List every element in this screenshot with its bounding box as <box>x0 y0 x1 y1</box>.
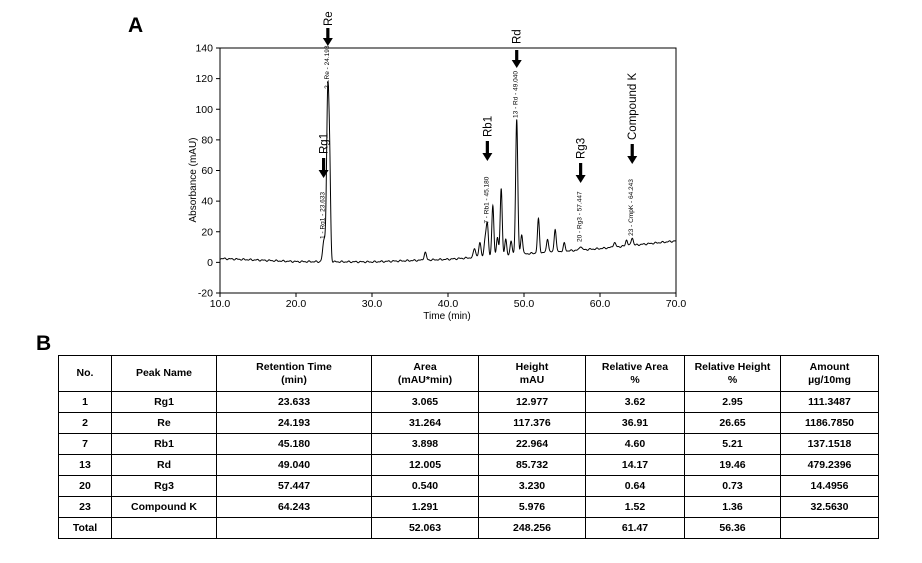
table-cell: 23 <box>59 497 112 518</box>
table-cell: 19.46 <box>685 455 781 476</box>
compound-annotation: Rd <box>511 29 524 44</box>
table-cell: 23.633 <box>217 392 372 413</box>
table-cell: 61.47 <box>586 518 685 539</box>
results-table-wrap <box>58 355 879 539</box>
table-cell: 1 <box>59 392 112 413</box>
x-tick-label: 60.0 <box>589 298 611 310</box>
table-cell: 20 <box>59 476 112 497</box>
table-cell: 26.65 <box>685 413 781 434</box>
y-tick-label: 120 <box>195 73 213 86</box>
table-cell: 14.17 <box>586 455 685 476</box>
peak-arrow-head <box>512 60 522 68</box>
table-cell: 5.21 <box>685 434 781 455</box>
x-tick-label: 40.0 <box>437 298 459 310</box>
table-cell: Compound K <box>112 497 217 518</box>
table-cell: 57.447 <box>217 476 372 497</box>
col-header-height: Height mAU <box>479 356 586 392</box>
table-cell: 22.964 <box>479 434 586 455</box>
col-header-relative-area: Relative Area % <box>586 356 685 392</box>
table-cell: 4.60 <box>586 434 685 455</box>
compound-annotation: Rb1 <box>482 115 495 137</box>
table-cell: 56.36 <box>685 518 781 539</box>
table-cell: 1.291 <box>372 497 479 518</box>
table-row <box>59 455 879 476</box>
table-cell: 0.64 <box>586 476 685 497</box>
peak-label: 2 - Re - 24.193 <box>323 45 331 89</box>
peak-arrow-head <box>627 156 637 164</box>
x-tick-label: 70.0 <box>665 298 687 310</box>
compound-annotation: Rg3 <box>575 137 588 159</box>
y-tick-label: 80 <box>201 134 213 147</box>
table-cell: 479.2396 <box>781 455 879 476</box>
table-header-row <box>59 356 879 392</box>
table-cell: 7 <box>59 434 112 455</box>
table-row-total <box>59 518 879 539</box>
y-tick-label: 0 <box>207 256 213 269</box>
table-cell: 12.005 <box>372 455 479 476</box>
y-axis-label: Absorbance (mAU) <box>188 137 199 223</box>
col-header-no: No. <box>59 356 112 392</box>
x-axis-label: Time (min) <box>423 311 471 322</box>
panel-b-label: B <box>36 332 52 355</box>
peak-label: 23 - CmpK - 64.243 <box>628 179 636 236</box>
peak-arrow-head <box>323 38 333 46</box>
y-tick-label: 100 <box>195 103 213 116</box>
table-cell: 0.540 <box>372 476 479 497</box>
table-cell: Rg1 <box>112 392 217 413</box>
compound-annotation: Rg1 <box>318 132 331 154</box>
table-cell: Rb1 <box>112 434 217 455</box>
peak-label: 1 - Rg1 - 23.633 <box>319 191 327 239</box>
table-cell: 1.52 <box>586 497 685 518</box>
table-row <box>59 413 879 434</box>
table-cell <box>112 518 217 539</box>
table-cell: 3.065 <box>372 392 479 413</box>
col-header-retention-time: Retention Time (min) <box>217 356 372 392</box>
y-tick-label: 60 <box>201 165 213 177</box>
col-header-area: Area (mAU*min) <box>372 356 479 392</box>
table-cell: 32.5630 <box>781 497 879 518</box>
y-tick-label: 140 <box>195 42 213 55</box>
col-header-relative-height: Relative Height % <box>685 356 781 392</box>
col-header-peak-name: Peak Name <box>112 356 217 392</box>
table-cell: 248.256 <box>479 518 586 539</box>
table-cell: 5.976 <box>479 497 586 518</box>
table-cell: 2.95 <box>685 392 781 413</box>
table-cell: Re <box>112 413 217 434</box>
table-cell: 64.243 <box>217 497 372 518</box>
table-cell: 0.73 <box>685 476 781 497</box>
y-tick-label: -20 <box>197 287 213 300</box>
table-row <box>59 497 879 518</box>
chromatogram-trace <box>220 82 676 263</box>
table-cell: 24.193 <box>217 413 372 434</box>
table-row <box>59 434 879 455</box>
x-tick-label: 20.0 <box>285 298 307 310</box>
table-cell <box>217 518 372 539</box>
table-cell: 3.898 <box>372 434 479 455</box>
table-cell: 3.62 <box>586 392 685 413</box>
col-header-amount: Amount µg/10mg <box>781 356 879 392</box>
compound-annotation: Compound K <box>627 72 640 140</box>
table-cell: 36.91 <box>586 413 685 434</box>
x-tick-label: 10.0 <box>209 298 231 310</box>
table-cell: 137.1518 <box>781 434 879 455</box>
peak-label: 20 - Rg3 - 57.447 <box>576 191 584 242</box>
table-cell: 2 <box>59 413 112 434</box>
table-cell: 117.376 <box>479 413 586 434</box>
table-cell: 1186.7850 <box>781 413 879 434</box>
panel-a-label: A <box>128 14 144 37</box>
peak-label: 7 - Rb1 - 45.180 <box>483 176 491 224</box>
table-cell <box>781 518 879 539</box>
x-tick-label: 30.0 <box>361 298 383 310</box>
table-cell: 49.040 <box>217 455 372 476</box>
y-tick-label: 20 <box>201 226 213 239</box>
table-cell: Rg3 <box>112 476 217 497</box>
table-cell: 111.3487 <box>781 392 879 413</box>
table-row <box>59 392 879 413</box>
table-cell: 14.4956 <box>781 476 879 497</box>
table-cell: 52.063 <box>372 518 479 539</box>
table-cell: 85.732 <box>479 455 586 476</box>
table-cell: 3.230 <box>479 476 586 497</box>
peak-arrow-head <box>482 153 492 161</box>
table-cell: 1.36 <box>685 497 781 518</box>
compound-annotation: Re <box>322 11 335 26</box>
table-cell: 45.180 <box>217 434 372 455</box>
table-cell: 12.977 <box>479 392 586 413</box>
table-cell: 31.264 <box>372 413 479 434</box>
table-cell: Total <box>59 518 112 539</box>
peak-arrow-head <box>319 170 329 178</box>
peak-label: 13 - Rd - 49.040 <box>512 70 520 118</box>
results-table <box>58 355 879 539</box>
y-tick-label: 40 <box>201 195 213 208</box>
table-cell: 13 <box>59 455 112 476</box>
plot-frame <box>220 48 676 293</box>
table-row <box>59 476 879 497</box>
peak-arrow-head <box>576 175 586 183</box>
table-cell: Rd <box>112 455 217 476</box>
x-tick-label: 50.0 <box>513 298 535 310</box>
